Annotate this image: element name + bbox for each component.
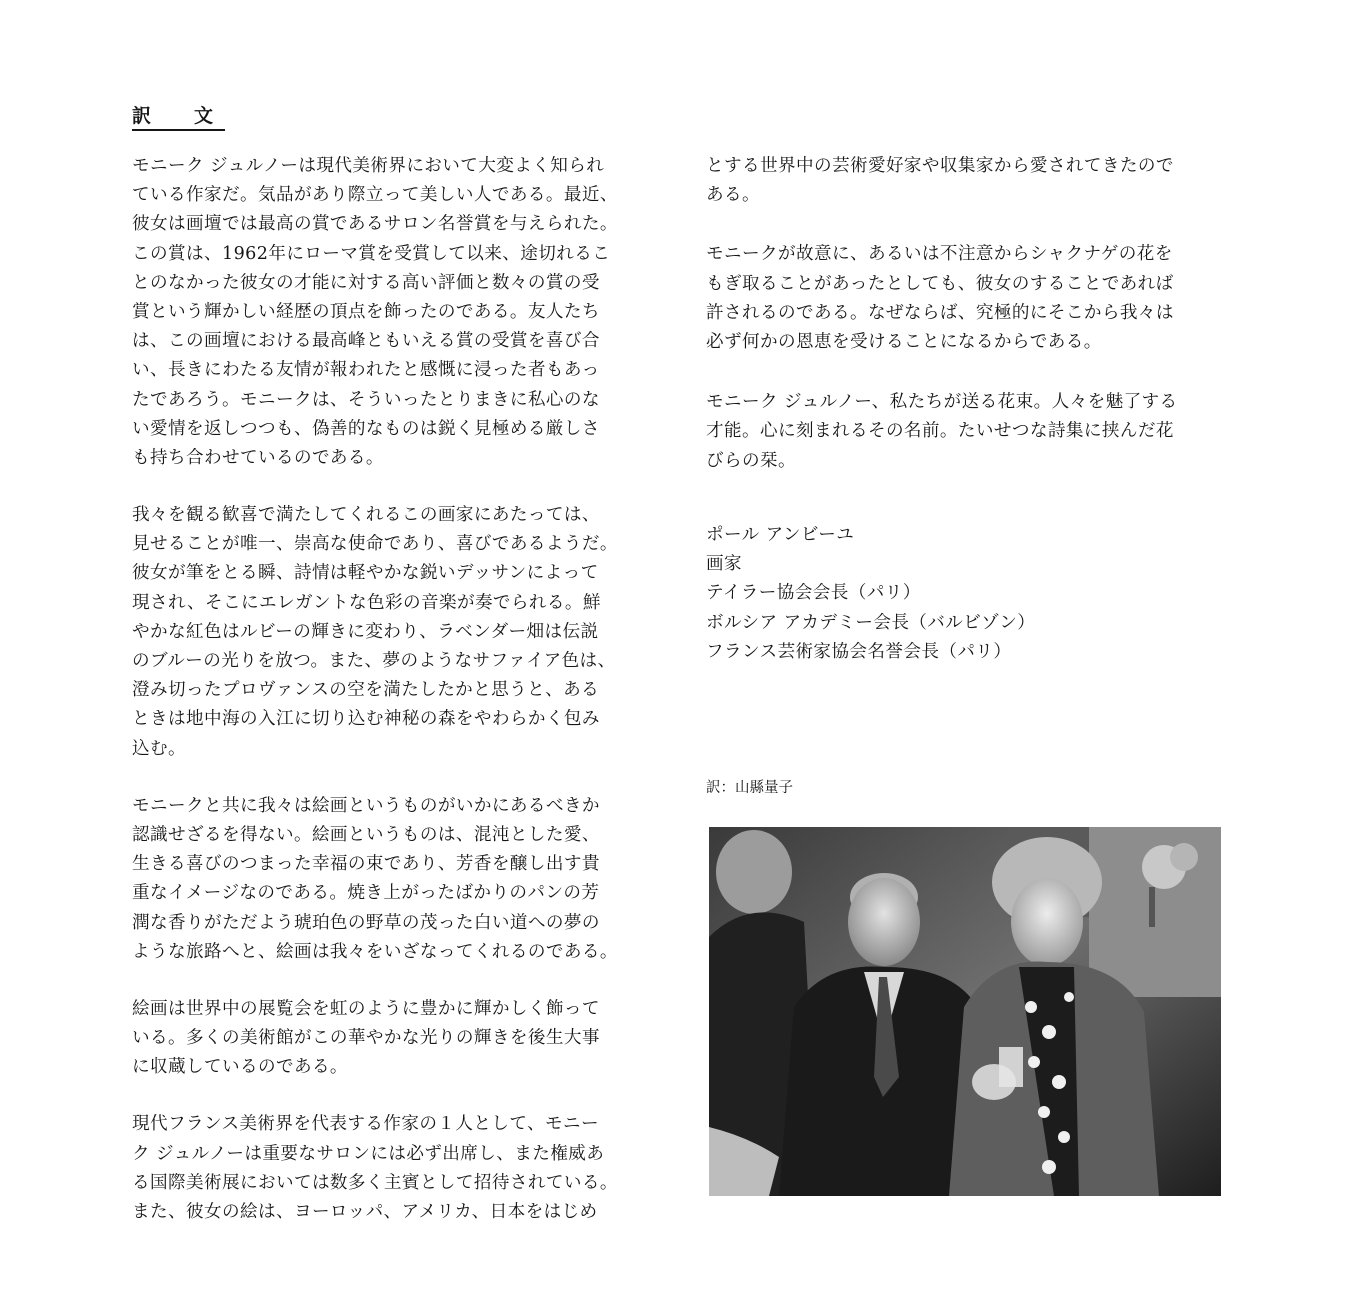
right-paragraph (706, 388, 1226, 476)
photo (709, 827, 1221, 1196)
text-line: もぎ取ることがあったとしても、彼女のすることであれば (706, 273, 1174, 294)
left-paragraph (132, 995, 670, 1083)
text-line: 潤な香りがただよう琥珀色の野草の茂った白い道への夢の (132, 912, 600, 933)
text-line: も持ち合わせているのである。 (132, 447, 384, 468)
text-line: 現代フランス美術界を代表する作家の１人として、モニー (132, 1114, 599, 1135)
text-line: ような旅路へと、絵画は我々をいざなってくれるのである。 (132, 941, 618, 962)
text-line: 澄み切ったプロヴァンスの空を満たしたかと思うと、ある (132, 680, 600, 701)
right-paragraph (706, 152, 1226, 210)
text-line: ときは地中海の入江に切り込む神秘の森をやわらかく包み (132, 709, 600, 730)
text-line: 賞という輝かしい経歴の頂点を飾ったのである。友人たち (132, 301, 600, 322)
text-line: い愛情を返しつつも、偽善的なものは鋭く見極める厳しさ (132, 418, 600, 439)
text-line: モニーク ジュルノー、私たちが送る花束。人々を魅了する (706, 392, 1178, 413)
text-line: ある。 (706, 185, 760, 206)
text-line: やかな紅色はルビーの輝きに変わり、ラベンダー畑は伝説 (132, 621, 599, 642)
text-line: 認識せざるを得ない。絵画というものは、混沌とした愛、 (132, 824, 600, 845)
text-line: 絵画は世界中の展覧会を虹のように豊かに輝かしく飾って (132, 998, 600, 1019)
text-line: 込む。 (132, 738, 186, 759)
text-line: 見せることが唯一、崇高な使命であり、喜びであるようだ。 (132, 534, 618, 555)
text-line: とのなかった彼女の才能に対する高い評価と数々の賞の受 (132, 272, 600, 293)
text-line: ク ジュルノーは重要なサロンには必ず出席し、また権威あ (132, 1143, 605, 1164)
right-paragraph (706, 240, 1226, 357)
text-line: とする世界中の芸術愛好家や収集家から愛されてきたので (706, 156, 1174, 176)
text-line: る国際美術展においては数多く主賓として招待されている。 (132, 1172, 618, 1193)
text-line: 重なイメージなのである。焼き上がったばかりのパンの芳 (132, 883, 600, 904)
left-paragraph (132, 501, 670, 764)
signature-title: ボルシア アカデミー会長（バルビゾン） (706, 612, 1036, 633)
text-line: 許されるのである。なぜならば、究極的にそこから我々は (706, 302, 1174, 323)
signature-title: フランス芸術家協会名誉会長（パリ） (706, 641, 1012, 662)
heading: 訳 文 (132, 104, 225, 131)
text-line: のブルーの光りを放つ。また、夢のようなサファイア色は、 (132, 651, 616, 671)
signature-title: 画家 (706, 554, 742, 575)
text-line: 現され、そこにエレガントな色彩の音楽が奏でられる。鮮 (132, 592, 601, 613)
text-line: たであろう。モニークは、そういったとりまきに私心のな (132, 389, 600, 410)
text-line: い、長きにわたる友情が報われたと感慨に浸った者もあっ (132, 360, 600, 381)
text-line: びらの栞。 (706, 450, 796, 471)
photo-illustration (709, 827, 1221, 1196)
text-line: また、彼女の絵は、ヨーロッパ、アメリカ、日本をはじめ (132, 1202, 598, 1222)
text-line: ている作家だ。気品があり際立って美しい人である。最近、 (132, 185, 618, 206)
text-line: モニーク ジュルノーは現代美術界において大変よく知られ (132, 156, 605, 176)
text-line: この賞は、1962年にローマ賞を受賞して以来、途切れるこ (132, 243, 611, 264)
text-line: いる。多くの美術館がこの華やかな光りの輝きを後生大事 (132, 1028, 600, 1049)
text-line: 彼女は画壇では最高の賞であるサロン名誉賞を与えられた。 (132, 214, 618, 235)
right-column (706, 152, 1226, 476)
left-paragraph (132, 792, 670, 967)
text-line: 必ず何かの恩恵を受けることになるからである。 (706, 331, 1102, 352)
text-line: 才能。心に刻まれるその名前。たいせつな詩集に挟んだ花 (706, 421, 1174, 442)
left-paragraph (132, 152, 670, 473)
signature-name: ポール アンビーユ (706, 525, 855, 545)
text-line: 生きる喜びのつまった幸福の束であり、芳香を醸し出す貴 (132, 854, 600, 875)
translator-credit: 訳：山縣量子 (706, 780, 793, 796)
left-paragraph (132, 1110, 670, 1227)
text-line: モニークが故意に、あるいは不注意からシャクナゲの花を (706, 244, 1173, 265)
signature-block (706, 521, 1035, 667)
left-column (132, 152, 670, 1255)
text-line: 彼女が筆をとる瞬、詩情は軽やかな鋭いデッサンによって (132, 563, 599, 584)
text-line: に収蔵しているのである。 (132, 1057, 348, 1078)
text-line: は、この画壇における最高峰ともいえる賞の受賞を喜び合 (132, 331, 600, 352)
signature-title: テイラー協会会長（パリ） (706, 583, 921, 604)
text-line: 我々を観る歓喜で満たしてくれるこの画家にあたっては、 (132, 505, 600, 526)
text-line: モニークと共に我々は絵画というものがいかにあるべきか (132, 795, 600, 816)
